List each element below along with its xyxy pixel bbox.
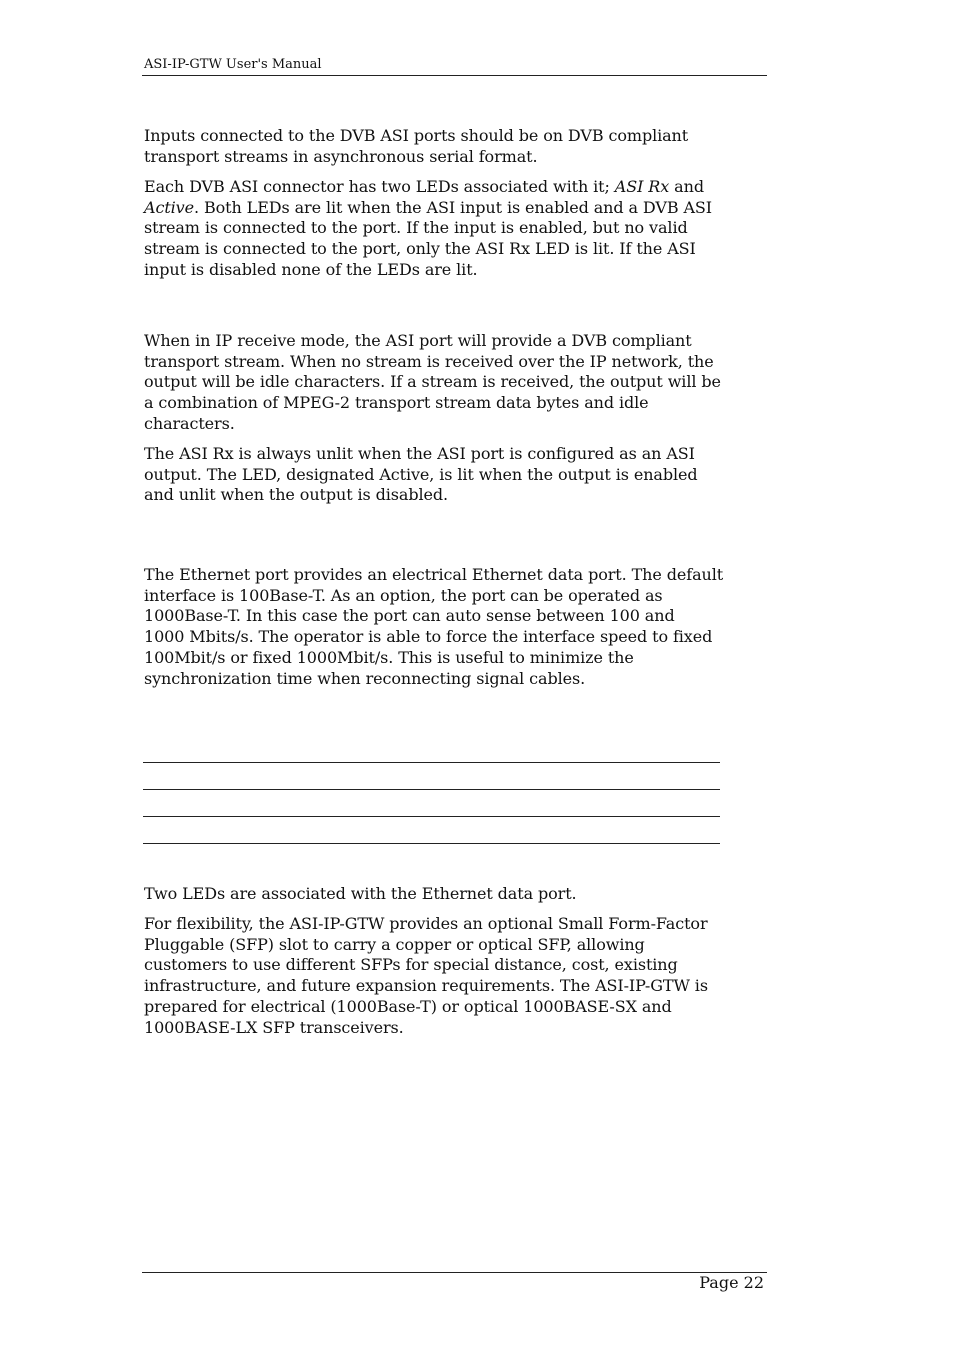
text-line: output will be idle characters. If a stream is received, the output will be: [144, 372, 721, 392]
text-line: output. The LED, designated Active, is lit when the output is enabled: [144, 464, 698, 484]
text-segment: and: [669, 177, 704, 196]
text-line: interface is 100Base-T. As an option, the port can be operated as: [144, 585, 663, 605]
text-line: a combination of MPEG-2 transport stream data bytes and idle: [144, 393, 649, 413]
text-line: stream is connected to the port. If the input is enabled, but no valid: [144, 218, 688, 238]
page-number: Page 22: [699, 1273, 764, 1292]
text-line: 1000BASE-LX SFP transceivers.: [144, 1017, 404, 1037]
text-line: 1000Base-T. In this case the port can auto sense between 100 and: [144, 606, 675, 626]
emphasis-asi-rx: ASI Rx: [614, 177, 670, 196]
text-segment: Each DVB ASI connector has two LEDs associated with it;: [144, 177, 615, 196]
text-line: [144, 177, 784, 198]
text-line: 100Mbit/s or fixed 1000Mbit/s. This is useful to minimize the: [144, 647, 634, 667]
paragraph-ip-receive-mode: [144, 331, 784, 435]
paragraph-asi-leds: [144, 177, 784, 281]
text-line: transport stream. When no stream is received over the IP network, the: [144, 351, 714, 371]
table-rule: [143, 762, 720, 763]
text-line: infrastructure, and future expansion requirements. The ASI-IP-GTW is: [144, 976, 708, 996]
paragraph-sfp-slot: [144, 914, 784, 1038]
table-rule: [143, 816, 720, 817]
text-line: For flexibility, the ASI-IP-GTW provides an optional Small Form-Factor: [144, 914, 708, 933]
text-line: and unlit when the output is disabled.: [144, 485, 448, 505]
paragraph-ethernet-leds: [144, 884, 784, 905]
text-segment: . Both LEDs are lit when the ASI input is enabled and a DVB ASI: [193, 197, 713, 217]
text-line: input is disabled none of the LEDs are lit.: [144, 259, 478, 279]
paragraph-ethernet-port: [144, 565, 784, 689]
footer-divider: [142, 1272, 767, 1273]
text-line: synchronization time when reconnecting signal cables.: [144, 668, 586, 688]
emphasis-active: Active: [144, 197, 194, 217]
text-line: The ASI Rx is always unlit when the ASI port is configured as an ASI: [144, 444, 695, 463]
text-line: The Ethernet port provides an electrical Ethernet data port. The default: [144, 565, 724, 584]
text-line: When in IP receive mode, the ASI port will provide a DVB compliant: [144, 331, 692, 350]
paragraph-asi-inputs: [144, 126, 784, 167]
table-rule: [143, 789, 720, 790]
text-line: Pluggable (SFP) slot to carry a copper or optical SFP, allowing: [144, 934, 645, 954]
table-rule: [143, 843, 720, 844]
text-line: Two LEDs are associated with the Ethernet data port.: [144, 884, 577, 903]
text-line: 1000 Mbits/s. The operator is able to force the interface speed to fixed: [144, 627, 713, 647]
text-line: stream is connected to the port, only the ASI Rx LED is lit. If the ASI: [144, 239, 696, 259]
header-divider: [142, 75, 767, 76]
text-line: characters.: [144, 413, 235, 433]
text-line: prepared for electrical (1000Base-T) or optical 1000BASE-SX and: [144, 996, 672, 1016]
text-line: Inputs connected to the DVB ASI ports should be on DVB compliant: [144, 126, 689, 145]
document-title: ASI-IP-GTW User's Manual: [144, 57, 322, 72]
paragraph-asi-output-leds: [144, 444, 784, 506]
text-line: [144, 198, 784, 219]
text-line: transport streams in asynchronous serial format.: [144, 146, 538, 166]
text-line: customers to use different SFPs for special distance, cost, existing: [144, 955, 678, 975]
